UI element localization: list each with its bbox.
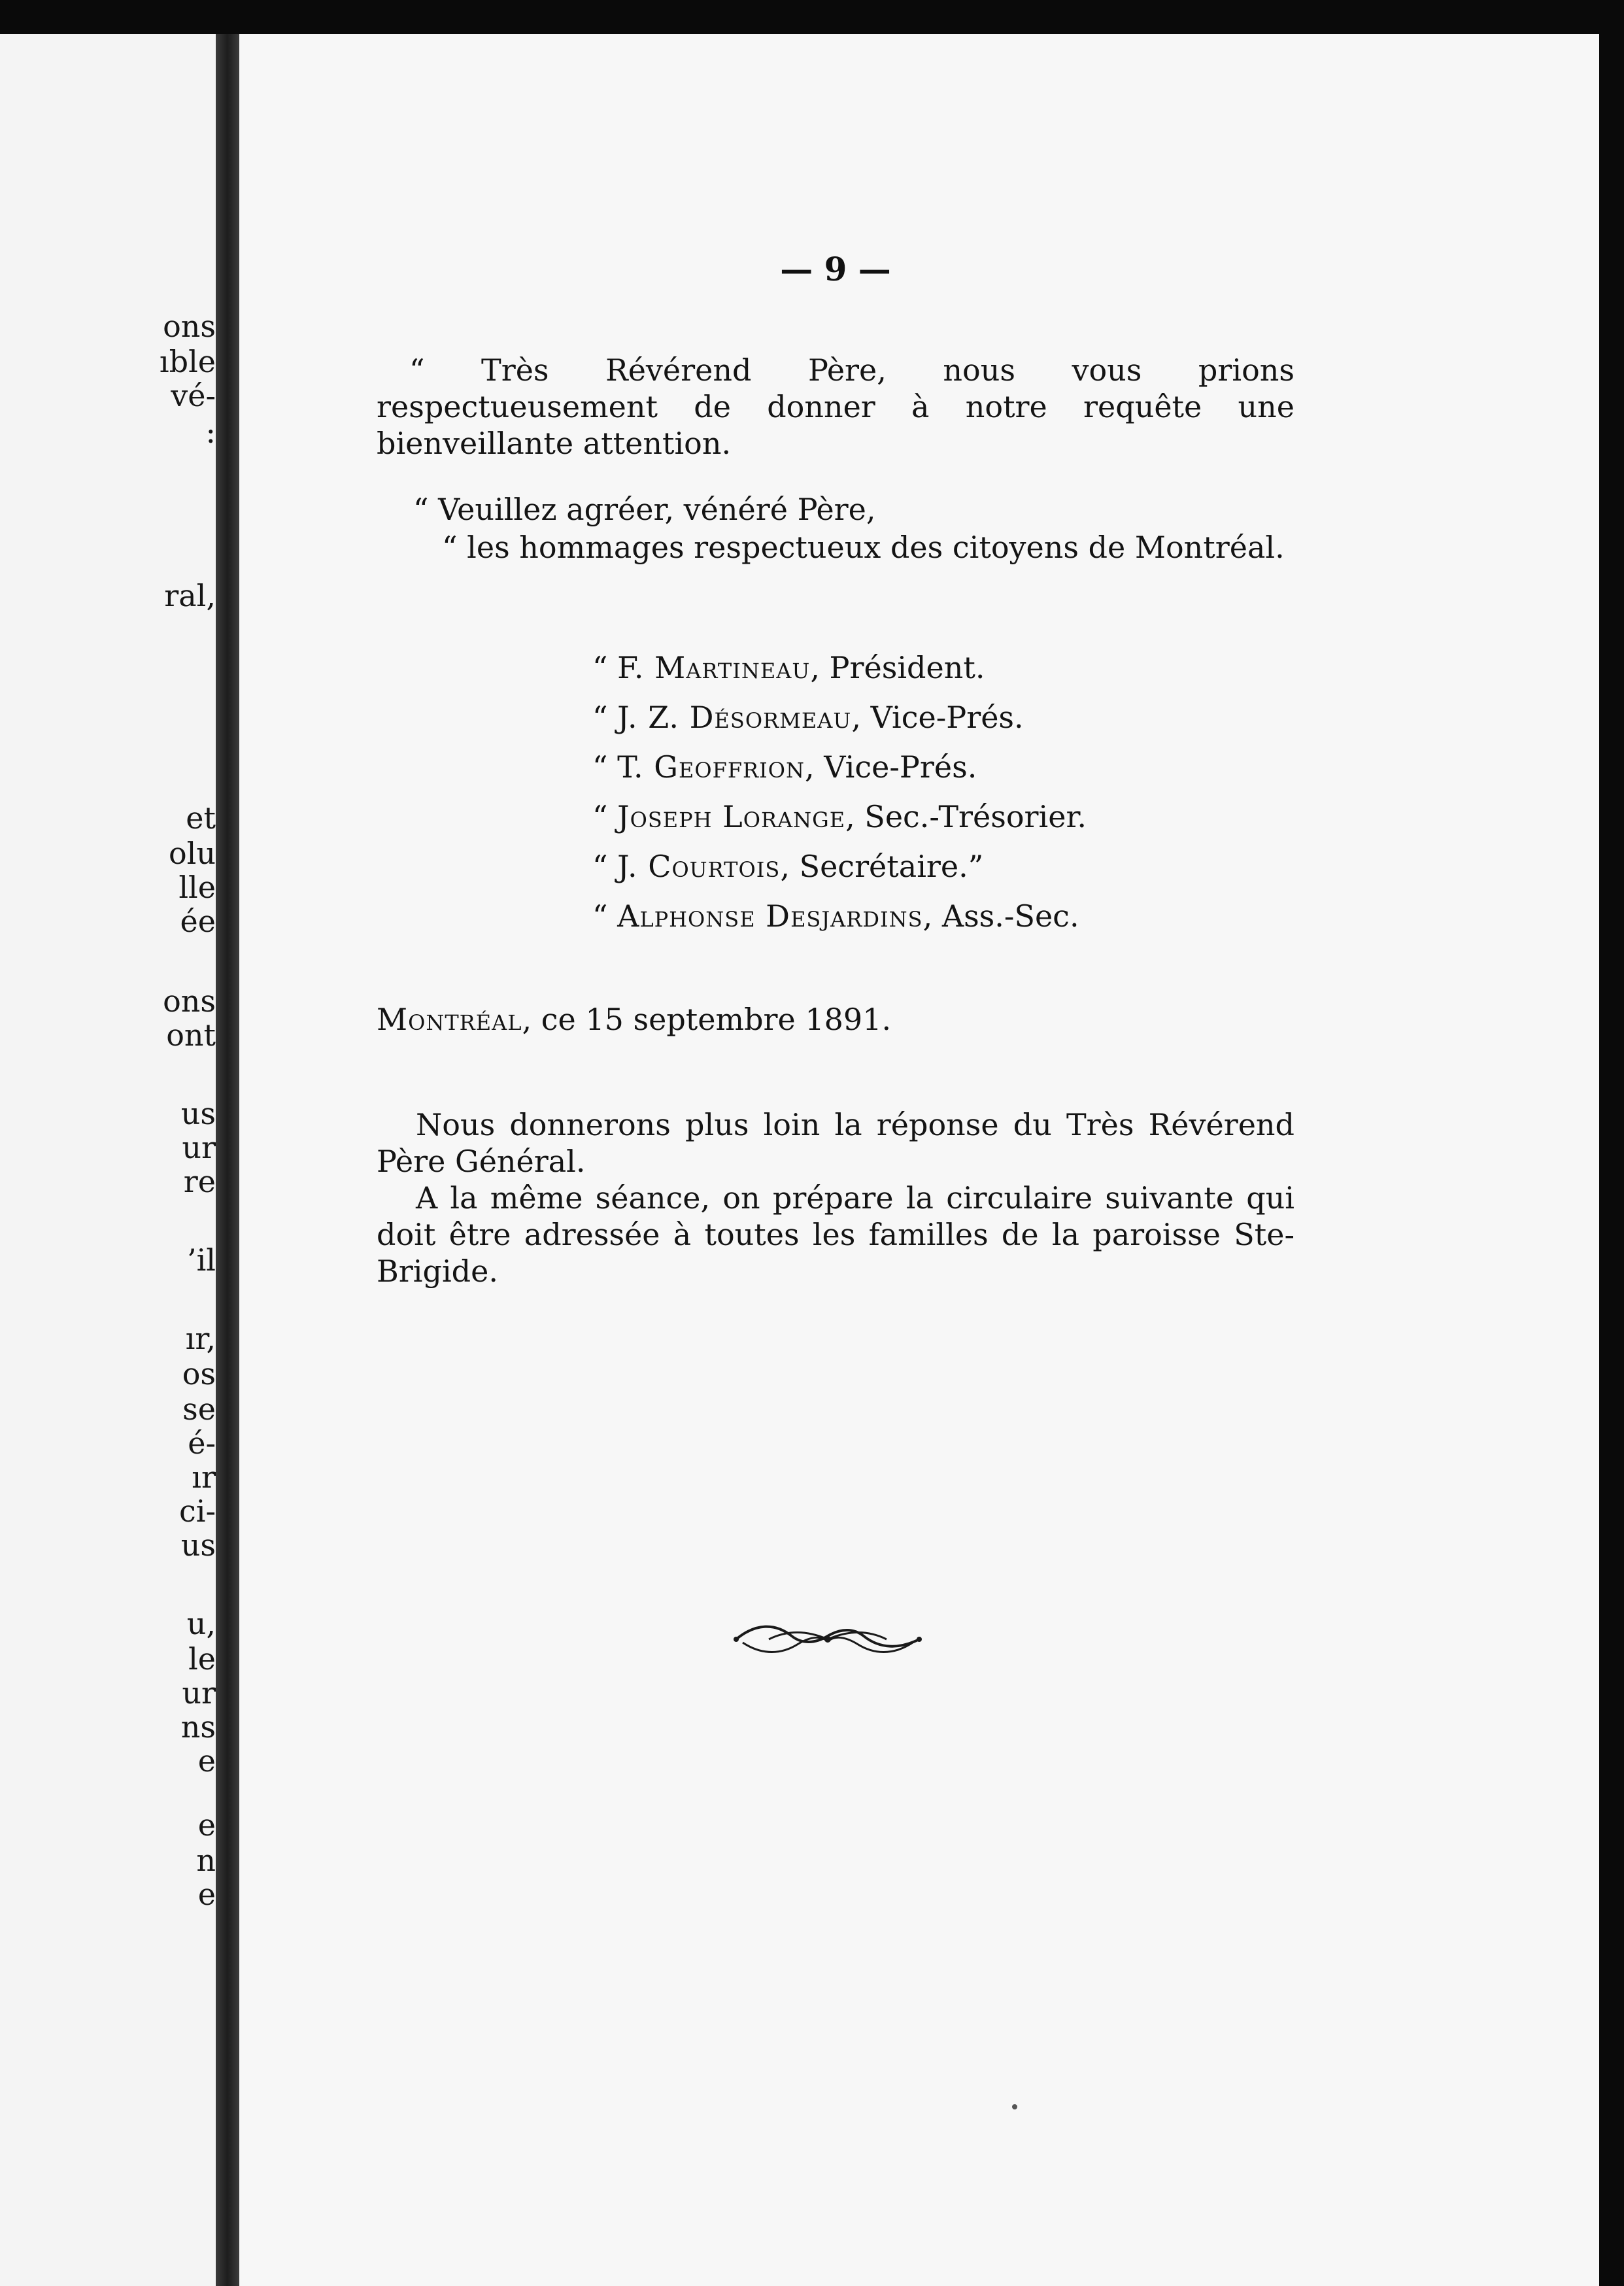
left-page-fragment: e — [197, 1807, 216, 1843]
left-page-fragment: lle — [178, 870, 216, 905]
signatory-name: J. Z. Désormeau — [617, 700, 852, 735]
place-name: Montréal — [377, 1002, 522, 1037]
signatory-title: , Secrétaire.” — [780, 849, 984, 884]
signatory-line: “ F. Martineau, Président. — [592, 650, 985, 685]
request-text: “ Très Révérend Père, nous vous prions respectueusement de donner à notre requête une bienveillante attention. — [377, 352, 1294, 461]
left-page-fragment: us — [180, 1527, 216, 1563]
request-paragraph — [377, 352, 1294, 462]
date-text: , ce 15 septembre 1891. — [522, 1002, 892, 1037]
signatory-title: , Vice-Prés. — [851, 700, 1024, 735]
signatory-line: “ J. Z. Désormeau, Vice-Prés. — [592, 700, 1024, 735]
left-page-fragment: vé- — [171, 378, 216, 413]
left-page-fragment: os — [182, 1356, 216, 1391]
left-page-fragment: ır, — [185, 1321, 216, 1356]
left-page-fragment: ır — [192, 1459, 216, 1495]
page-number: — 9 — — [780, 250, 891, 288]
left-page-fragment: ont — [166, 1017, 216, 1053]
body-paragraph-1 — [377, 1106, 1294, 1180]
signatory-line: “ T. Geoffrion, Vice-Prés. — [592, 749, 977, 785]
left-page-fragment: ral, — [164, 578, 216, 613]
left-page-fragment: ns — [180, 1709, 216, 1745]
signatory-line: “ J. Courtois, Secrétaire.” — [592, 849, 984, 884]
left-page-fragment: ci- — [178, 1493, 216, 1529]
left-page-fragment: n — [196, 1843, 216, 1878]
left-page-fragment: ıble — [159, 344, 216, 379]
signatory-title: , Ass.-Sec. — [922, 898, 1079, 934]
main-page — [239, 34, 1599, 2286]
left-page-fragment: u, — [186, 1606, 216, 1641]
left-page-fragment: e — [197, 1743, 216, 1779]
paper-speck — [1012, 2104, 1017, 2109]
signatory-title: , Vice-Prés. — [805, 749, 977, 785]
body-text-1: Nous donnerons plus loin la réponse du Très Révérend Père Général. — [377, 1107, 1294, 1179]
body-text-2: A la même séance, on prépare la circulaire suivante qui doit être adressée à toutes les familles de la paroisse Ste-Brigide. — [377, 1180, 1294, 1289]
left-page-fragment: et — [186, 800, 216, 836]
signatory-name: T. Geoffrion — [617, 749, 805, 785]
signatory-title: , Président. — [810, 650, 985, 685]
left-page-fragment: us — [180, 1096, 216, 1131]
closing-line-2: “ les hommages respectueux des citoyens de Montréal. — [442, 530, 1285, 565]
left-page-fragment: se — [182, 1391, 216, 1427]
left-page-fragment: le — [188, 1641, 216, 1677]
left-page-fragment: : — [205, 415, 216, 450]
left-page-fragment: ur — [182, 1675, 216, 1711]
ornament-flourish-icon — [730, 1616, 926, 1662]
left-page-fragment: é- — [188, 1425, 216, 1461]
signatory-line: “ Joseph Lorange, Sec.-Trésorier. — [592, 799, 1087, 834]
signatory-name: F. Martineau — [617, 650, 811, 685]
left-page-fragment: ons — [163, 309, 216, 344]
signatory-name: J. Courtois — [617, 849, 781, 884]
book-binding — [216, 34, 239, 2286]
left-page-fragment: e — [197, 1877, 216, 1912]
signatory-name: Alphonse Desjardins — [617, 898, 923, 934]
signatory-title: , Sec.-Trésorier. — [845, 799, 1087, 834]
left-facing-page — [0, 34, 221, 2286]
left-page-fragment: re — [183, 1164, 216, 1199]
left-page-fragment: ur — [182, 1130, 216, 1165]
signatory-line: “ Alphonse Desjardins, Ass.-Sec. — [592, 898, 1079, 934]
signatory-name: Joseph Lorange — [617, 799, 846, 834]
left-page-fragment: ée — [180, 904, 216, 939]
left-page-fragment: ’il — [186, 1242, 216, 1278]
left-page-fragment: olu — [168, 836, 216, 871]
body-paragraph-2 — [377, 1180, 1294, 1289]
left-page-fragment: ons — [163, 983, 216, 1019]
place-date-line — [377, 1002, 891, 1037]
closing-line-1: “ Veuillez agréer, vénéré Père, — [413, 492, 876, 527]
